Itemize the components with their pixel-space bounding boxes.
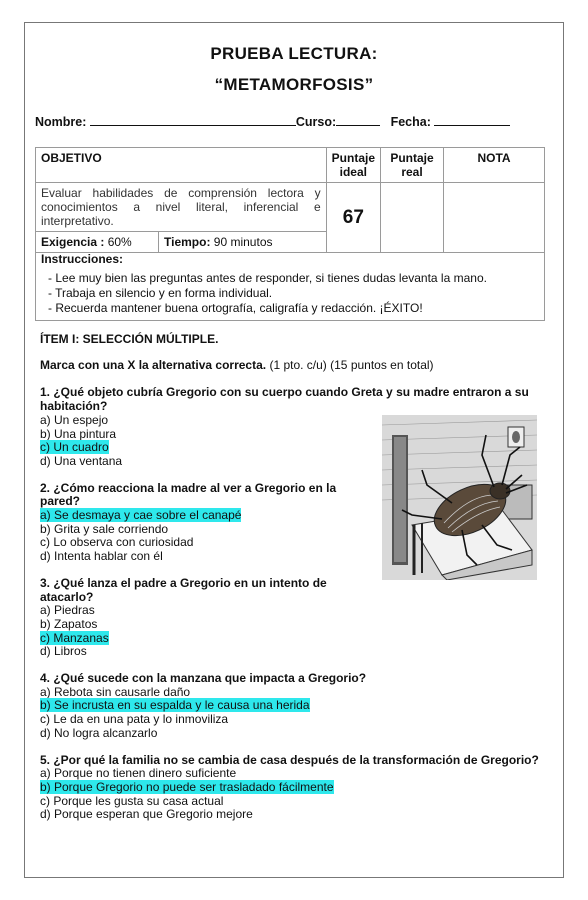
nombre-label: Nombre: <box>35 115 87 129</box>
instructions-box <box>35 249 545 321</box>
objetivo-header: OBJETIVO <box>36 148 327 183</box>
option-b[interactable]: b) Grita y sale corriendo <box>40 521 169 536</box>
instruction-item: - Lee muy bien las preguntas antes de responder, si tienes dudas levanta la mano. <box>60 271 544 286</box>
option-a[interactable]: a) Se desmaya y cae sobre el canapé <box>40 508 242 523</box>
tiempo-value: 90 minutos <box>210 235 273 249</box>
instruction-points: (1 pto. c/u) (15 puntos en total) <box>266 357 434 372</box>
option-d[interactable]: d) Libros <box>40 644 87 659</box>
question-4 <box>40 672 540 741</box>
question-text: 5. ¿Por qué la familia no se cambia de casa después de la transformación de Gregorio? <box>40 752 539 767</box>
exigencia-value: 60% <box>104 235 132 249</box>
instruction-item: - Recuerda mantener buena ortografía, caligrafía y redacción. ¡ÉXITO! <box>60 301 544 316</box>
exigencia-label: Exigencia : <box>41 235 105 249</box>
option-d[interactable]: d) Intenta hablar con él <box>40 549 163 564</box>
test-subtitle: “METAMORFOSIS” <box>214 75 374 94</box>
option-b[interactable]: b) Porque Gregorio no puede ser trasladado fácilmente <box>40 779 334 794</box>
instructions-list <box>36 271 544 316</box>
curso-field[interactable] <box>336 114 380 126</box>
fecha-field[interactable] <box>434 114 510 126</box>
option-c[interactable]: c) Porque les gusta su casa actual <box>40 793 224 808</box>
section-instruction <box>40 359 540 373</box>
nota-header: NOTA <box>444 148 545 183</box>
questions-section <box>40 333 540 835</box>
option-b[interactable]: b) Una pintura <box>40 426 117 441</box>
objective-table <box>35 147 545 253</box>
giant-insect-on-bed-illustration <box>382 415 537 580</box>
section-title: ÍTEM I: SELECCIÓN MÚLTIPLE. <box>40 332 219 346</box>
question-text: 4. ¿Qué sucede con la manzana que impacta a Gregorio? <box>40 671 367 686</box>
question-text: 3. ¿Qué lanza el padre a Gregorio en un intento de atacarlo? <box>40 575 327 604</box>
puntaje-ideal-value: 67 <box>326 183 380 253</box>
puntaje-real-cell[interactable] <box>381 183 444 253</box>
option-a[interactable]: a) Piedras <box>40 603 95 618</box>
curso-label: Curso: <box>295 115 337 129</box>
nombre-field[interactable] <box>90 114 296 126</box>
option-d[interactable]: d) Una ventana <box>40 453 123 468</box>
test-title: PRUEBA LECTURA: <box>210 44 378 63</box>
puntaje-real-header: Puntaje real <box>381 148 444 183</box>
question-5 <box>40 754 540 823</box>
instruction-bold: Marca con una X la alternativa correcta. <box>40 357 267 372</box>
fecha-label: Fecha: <box>390 115 431 129</box>
instructions-heading: Instrucciones: <box>41 252 124 266</box>
option-a[interactable]: a) Rebota sin causarle daño <box>40 684 191 699</box>
option-c[interactable]: c) Un cuadro <box>40 440 109 455</box>
question-text: 2. ¿Cómo reacciona la madre al ver a Gregorio en la pared? <box>40 480 337 509</box>
option-b[interactable]: b) Se incrusta en su espalda y le causa una herida <box>40 698 310 713</box>
tiempo-label: Tiempo: <box>164 235 211 249</box>
option-c[interactable]: c) Lo observa con curiosidad <box>40 535 194 550</box>
option-c[interactable]: c) Le da en una pata y lo inmoviliza <box>40 712 229 727</box>
option-c[interactable]: c) Manzanas <box>40 630 109 645</box>
objective-text: Evaluar habilidades de comprensión lectora y conocimientos a nivel literal, inferencial e interpretativo. <box>36 183 327 232</box>
option-a[interactable]: a) Porque no tienen dinero suficiente <box>40 766 237 781</box>
option-d[interactable]: d) No logra alcanzarlo <box>40 725 158 740</box>
instruction-item: - Trabaja en silencio y en forma individual. <box>60 286 544 301</box>
question-text: 1. ¿Qué objeto cubría Gregorio con su cuerpo cuando Greta y su madre entraron a su habitación? <box>40 385 529 414</box>
option-b[interactable]: b) Zapatos <box>40 616 98 631</box>
option-a[interactable]: a) Un espejo <box>40 412 109 427</box>
puntaje-ideal-header: Puntaje ideal <box>326 148 380 183</box>
option-d[interactable]: d) Porque esperan que Gregorio mejore <box>40 807 253 822</box>
nota-cell[interactable] <box>444 183 545 253</box>
question-3 <box>40 577 540 659</box>
student-info-line <box>35 114 555 129</box>
